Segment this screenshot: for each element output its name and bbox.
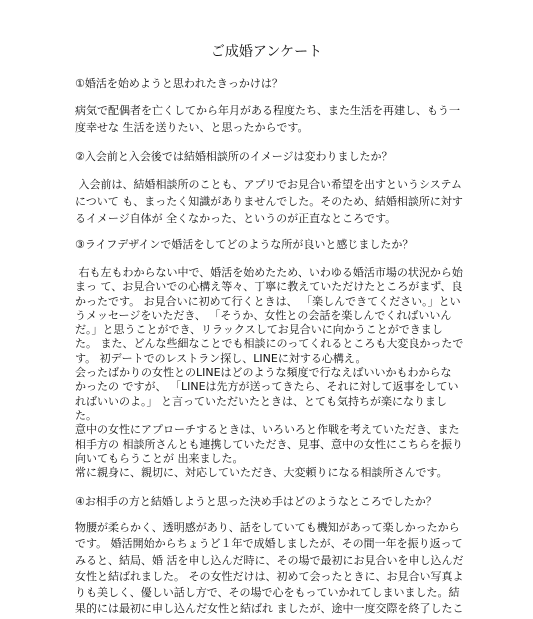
- document-title: ご成婚アンケート: [210, 44, 323, 60]
- answer-3-line: 右も左もわからない中で、婚活を始めたため、いわゆる婚活市場の状況から始: [75, 266, 463, 279]
- answer-3-line: 向いてもらうことが 出来ました。: [75, 451, 244, 465]
- answer-1-line: 度幸せな 生活を送りたい、と思ったからです。: [75, 121, 309, 134]
- answer-3-line: 意中の女性にアプローチするときは、いろいろと作戦を考えていただき、また: [75, 423, 460, 437]
- answer-3-line: うメッセージをいただき、 「そうか、女性との会話を楽しんでくればいいん: [75, 308, 452, 322]
- answer-4-line: りも美しく、優しい話し方で、その場で心をもっていかれてしまいました。結: [75, 586, 460, 600]
- answer-2: [75, 176, 463, 227]
- answer-4-line: みると、結局、婚 活を申し込んだ時に、その場で最初にお見合いを申し込んだ: [75, 553, 464, 567]
- answer-3-line: まっ て、お見合いでの心構え等々、丁寧に教えていただけたところがまず、良: [75, 280, 463, 294]
- answer-3-line: かったです。 お見合いに初めて行くときは、 「楽しんできてください。」とい: [75, 294, 461, 308]
- answer-3-line: た。: [75, 408, 97, 422]
- answer-3-line: だ。」と思うことができ、リラックスしてお見合いに向かうことができまし: [75, 323, 443, 337]
- answer-3-line: 相手方の 相談所さんとも連携していただき、見事、意中の女性にこちらを振り: [75, 437, 464, 451]
- answer-3: [75, 266, 463, 480]
- answer-1-line: 病気で配偶者を亡くしてから年月がある程度たち、また生活を再建し、もう一: [75, 104, 460, 117]
- answer-2-line: について も、まったく知識がありませんでした。そのため、結婚相談所に対す: [75, 195, 463, 208]
- question-4-heading: ④お相手の方と結婚しようと思った決め手はどのようなところでしたか？: [75, 495, 437, 508]
- answer-4-line: 物腰が柔らかく、透明感があり、話をしていても機知があって楽しかったから: [75, 521, 460, 534]
- answer-2-line: るイメージ自体が 全くなかった、というのが正直なところです。: [75, 212, 397, 225]
- answer-3-line: す。 初デートでのレストラン探し、LINEに対する心構え。: [75, 351, 367, 365]
- answer-3-line: 会ったばかりの女性とのLINEはどのような頻度で行なえばいいかもわからな: [75, 366, 452, 380]
- answer-1: [75, 102, 460, 136]
- answer-2-line: 入会前は、結婚相談所のことも、アプリでお見合い希望を出すというシステム: [75, 178, 462, 191]
- question-2-heading: ②入会前と入会後では結婚相談所のイメージは変わりましたか？: [75, 150, 393, 163]
- answer-4-line: 女性と結ばれました。 その女性だけは、初めて会ったときに、お見合い写真よ: [75, 569, 464, 583]
- answer-4-line: 果的には最初に申し込んだ女性と結ばれ ましたが、途中一度交際を終了したこ: [75, 602, 464, 616]
- answer-4-line: です。 婚活開始からちょうど１年で成婚しましたが、その間一年を振り返って: [75, 537, 463, 551]
- answer-4: [75, 520, 464, 618]
- question-3-heading: ③ライフデザインで婚活をしてどのような所が良いと感じましたか？: [75, 238, 414, 251]
- answer-3-line: ればいいのよ。」 と言っていただいたときは、とても気持ちが楽になりまし: [75, 394, 447, 408]
- answer-3-line: かったの ですが、 「LINEは先方が送ってきたら、それに対して返事をしてい: [75, 380, 459, 394]
- answer-3-line: 常に親身に、親切に、対応していただき、大変頼りになる相談所さんです。: [75, 466, 448, 480]
- question-1-heading: ①婚活を始めようと思われたきっかけは？: [75, 77, 283, 90]
- answer-3-line: た。 また、どんな些細なことでも相談にのってくれるところも大変良かったで: [75, 337, 464, 351]
